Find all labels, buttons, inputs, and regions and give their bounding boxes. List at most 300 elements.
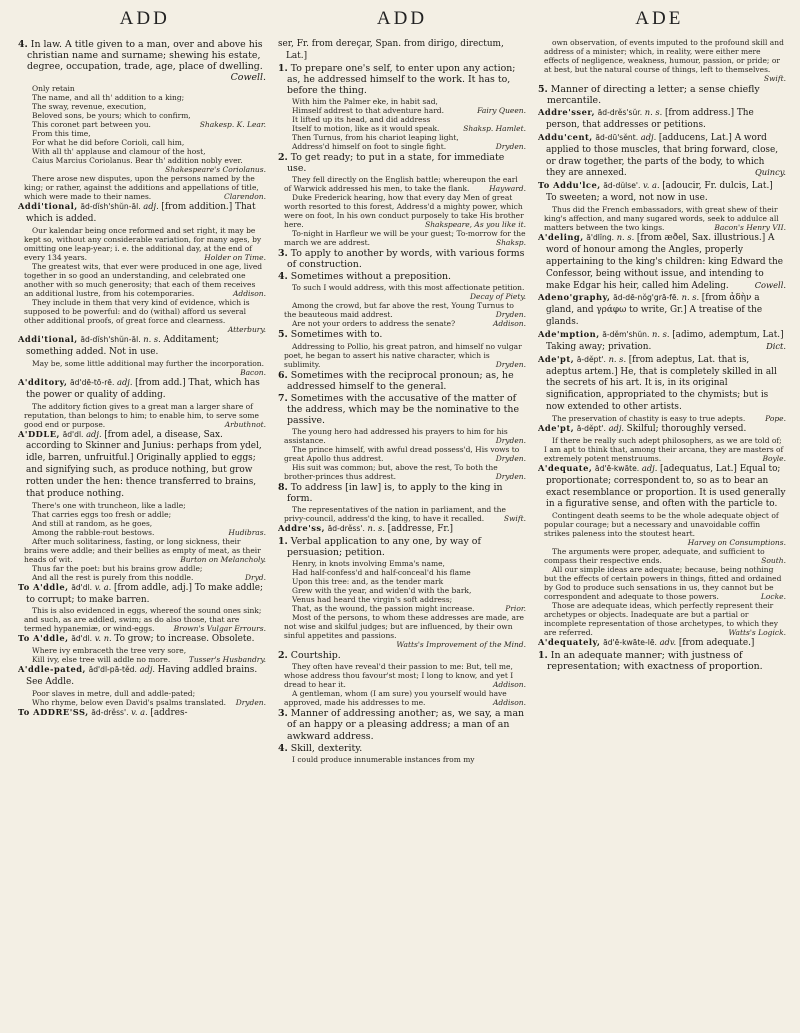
verse-line	[278, 559, 526, 568]
pronunciation: ăd-dĭsh'shŭn-ăl.	[80, 335, 141, 345]
quotation-text: Our kalendar being once reformed and set right, it may be kept so, without any considerable variation, for many ages, by omitting one leap-year; i. e. the additional day, at the end of every 134 years.	[24, 226, 262, 263]
citation: Dryd.	[244, 572, 266, 582]
pronunciation: ăd-drĕss'.	[327, 524, 365, 534]
pronunciation: ăd'dl-pā-tĕd.	[88, 665, 137, 675]
quotation-text: If there be really such adept philosophers, as we are told of; I am apt to think that, among their arcana, they are masters of extremely potent menstruums.	[544, 435, 784, 463]
pronunciation: ăd'dē-tō-rē.	[70, 377, 115, 387]
citation: Bacon's Henry VII.	[714, 223, 786, 233]
verse-line	[18, 689, 266, 698]
citation: Swift.	[763, 74, 786, 83]
quotation-text: Upon this tree: and, as the tender mark	[292, 577, 444, 587]
dictionary-entry	[538, 354, 786, 413]
pronunciation: ăd'ē-kwāte-lē.	[603, 638, 657, 648]
quotation	[18, 262, 266, 298]
citation: Quincy.	[754, 167, 786, 178]
headword: Ade'pt,	[538, 353, 575, 364]
quotation-text: Thus did the French embassadors, with great shew of their king's affection, and many sugared words, seek to addulce all matters between the two kings.	[544, 205, 779, 233]
pronunciation: ăd'dl.	[71, 582, 93, 592]
dictionary-entry	[538, 180, 786, 204]
verse-line	[18, 564, 266, 573]
part-of-speech: n. s.	[608, 353, 627, 364]
quotation-text: Among the rabble-rout bestows.	[32, 527, 155, 537]
column-left	[18, 38, 266, 1028]
pronunciation: ăd-dē-nŏg'gră-fē.	[613, 293, 679, 303]
citation: Boyle.	[762, 453, 786, 463]
quotation	[278, 342, 526, 369]
entry-definition: [adducens, Lat.] A word applied to those muscles, that bring forward, close, or draw together, the parts of the body, to which they are annexed.	[546, 132, 779, 179]
citation: Arbuthnot.	[224, 419, 266, 429]
quotation	[278, 301, 526, 319]
quotation-text: Only retain	[32, 84, 75, 94]
quotation-text: His suit was common; but, above the rest, To both the brother-princes thus addrest.	[284, 463, 498, 482]
verse-line	[18, 646, 266, 655]
sense-number: 1.	[278, 536, 288, 548]
quotation-text: That carries eggs too fresh or addle;	[32, 509, 172, 519]
citation: Harvey on Consumptions.	[687, 538, 786, 548]
headword: A'dequate,	[538, 462, 593, 473]
entry-definition: [from adeptus, Lat. that is, adeptus artem.] He, that is completely skilled in all the secrets of his art. It is, in its original signification, appropriated to the chymists; but is now extended to other artists.	[546, 354, 777, 413]
text-columns	[18, 38, 786, 1028]
sense-number: 3.	[278, 248, 288, 260]
part-of-speech: n. s.	[681, 292, 700, 303]
part-of-speech: adj.	[641, 462, 658, 473]
headword: A'dequately,	[538, 637, 601, 648]
entry-definition: Additament; something added. Not in use.	[26, 335, 219, 357]
sense-number: 6.	[278, 369, 288, 381]
sense-text: Manner of directing a letter; a sense chiefly mercantile.	[547, 84, 760, 107]
verse-line	[278, 115, 526, 124]
quotation-text: The young hero had addressed his prayers to him for his assistance.	[284, 427, 508, 446]
sense-definition	[538, 84, 786, 106]
quotation-text: Venus had heard the virgin's soft address;	[292, 595, 453, 605]
verse-line	[18, 129, 266, 138]
sense-text: In law. A title given to a man, over and above his christian name and surname; shewing his estate, degree, occupation, trade, age, place of dwelling.	[27, 39, 263, 73]
entry-definition: [from addition.] That which is added.	[26, 202, 256, 225]
verse-line	[18, 138, 266, 147]
quotation	[278, 427, 526, 445]
verse-line	[18, 102, 266, 111]
pronunciation: ă-dĕpt'.	[576, 354, 606, 364]
part-of-speech: n. s.	[367, 523, 386, 534]
quotation-text: Are not your orders to address the senate?	[292, 319, 456, 329]
sense-text: Verbal application to any one, by way of persuasion; petition.	[287, 536, 481, 559]
dictionary-entry	[18, 377, 266, 401]
verse-line	[278, 142, 526, 151]
citation: Bacon.	[240, 367, 266, 377]
dictionary-entry	[538, 232, 786, 291]
verse-line	[18, 111, 266, 120]
part-of-speech: v. a.	[94, 581, 112, 592]
verse-line	[278, 106, 526, 115]
quotation-text: A gentleman, whom (I am sure) you yourself would have approved, made his addresses to me.	[284, 689, 507, 708]
dictionary-entry	[278, 523, 526, 535]
citation: Atterbury.	[227, 325, 266, 335]
citation: Locke.	[760, 592, 786, 602]
citation: Dryden.	[495, 472, 526, 482]
sense-number: 2.	[278, 152, 288, 163]
part-of-speech: adj.	[86, 428, 102, 439]
quotation	[18, 606, 266, 633]
dictionary-entry	[18, 582, 266, 606]
dictionary-entry	[538, 329, 786, 353]
quotation-text: May be, some little additional may further the incorporation.	[32, 358, 264, 368]
pronunciation: ă'dlĭng.	[586, 233, 615, 243]
quotation-text: Most of the persons, to whom these addresses are made, are not wise and skilful judges; but are influenced, by their own sinful appetites and passions.	[284, 613, 524, 641]
quotation	[278, 175, 526, 193]
citation: Shakespeare's Coriolanus.	[165, 165, 266, 175]
sense-text: Skill, dexterity.	[290, 742, 363, 754]
quotation	[538, 547, 786, 565]
sense-definition	[278, 743, 526, 754]
verse-line	[18, 147, 266, 156]
quotation-text: Henry, in knots involving Emma's name,	[292, 559, 445, 569]
sense-text: Sometimes with the reciprocal pronoun; as, he addressed himself to the general.	[287, 369, 514, 392]
entry-definition: [from æðel, Sax. illustrious.] A word of honour among the Angles, properly appertaining to the king's children: king Edward the Confessor, being without issue, and intending to make Edgar his heir, called him Adeling.	[546, 233, 783, 291]
quotation	[278, 193, 526, 229]
quotation-text: This coronet part between you.	[32, 120, 151, 130]
citation: Addison.	[493, 698, 526, 708]
part-of-speech: adj.	[117, 376, 133, 387]
part-of-speech: adj.	[608, 422, 625, 433]
citation: Dryden.	[495, 454, 526, 464]
citation: Tusser's Husbandry.	[188, 655, 266, 665]
sense-number: 4.	[278, 742, 288, 754]
sense-number: 5.	[278, 329, 288, 341]
sense-definition	[278, 650, 526, 661]
entry-definition: Skilful; thoroughly versed.	[626, 423, 747, 434]
dictionary-entry	[538, 637, 786, 649]
quotation-text: Himself addrest to that adventure hard.	[292, 106, 444, 115]
quotation-text: Had half-confess'd and half-conceal'd his flame	[292, 568, 471, 578]
quotation	[278, 283, 526, 301]
sense-definition	[18, 39, 266, 83]
quotation-text: With all th' applause and clamour of the host,	[32, 147, 206, 157]
entry-definition: [from adel, a disease, Sax. according to Skinner and Junius: perhaps from ydel, idle, barren, unfruitful.] Originally applied to eggs; and signifying such, as produce nothing, but grow rotten under the hen: thence transferred to brains, that produce nothing.	[26, 429, 262, 499]
sense-definition	[278, 482, 526, 504]
quotation	[278, 229, 526, 247]
pronunciation: ăd-drĕss'.	[91, 707, 129, 717]
citation: Fairy Queen.	[477, 106, 526, 115]
quotation-text: Thus far the poet: but his brains grow addle;	[32, 563, 203, 573]
quotation	[278, 319, 526, 328]
sense-definition	[278, 708, 526, 741]
citation: Hudibras.	[228, 527, 266, 537]
sense-definition	[278, 329, 526, 340]
pronunciation: ă-dĕpt'.	[576, 423, 606, 433]
entry-definition: [from add.] That, which has the power or quality of adding.	[26, 377, 260, 400]
quotation	[18, 402, 266, 429]
quotation-text: To-night in Harfleur we will be your guest; To-morrow for the march we are addrest.	[284, 229, 526, 248]
sense-text: Manner of addressing another; as, we say, a man of an happy or a pleasing address; a man of an awkward address.	[287, 708, 525, 742]
part-of-speech: adj.	[139, 664, 156, 675]
verse-line	[18, 510, 266, 519]
sense-text: Sometimes with the accusative of the matter of the address, which may be the nominative to the passive.	[287, 392, 520, 426]
headword: To Addu'lce,	[538, 180, 601, 191]
part-of-speech: adj.	[640, 131, 657, 142]
quotation-text: The representatives of the nation in parliament, and the privy-council, address'd the king, to have it recalled.	[284, 505, 506, 524]
quotation-text: They often have reveal'd their passion to me: But, tell me, whose address thou favour'st most; I long to know, and yet I dread to hear it.	[284, 662, 514, 690]
quotation	[538, 565, 786, 601]
part-of-speech: n. s.	[652, 328, 670, 339]
sense-text: To prepare one's self, to enter upon any action; as, he addressed himself to the work. It has to, before the thing.	[287, 62, 516, 96]
verse-line	[278, 97, 526, 106]
dictionary-entry	[538, 107, 786, 131]
quotation-text: To such I would address, with this most affectionate petition.	[292, 283, 525, 293]
citation: South.	[761, 556, 786, 566]
sense-definition	[278, 536, 526, 558]
part-of-speech: n. s.	[644, 107, 663, 118]
part-of-speech: v. n.	[94, 633, 112, 644]
quotation-text: They fell directly on the English battle; whereupon the earl of Warwick addressed his men, to take the flank.	[284, 175, 518, 194]
citation: Shakesp. K. Lear.	[199, 120, 266, 130]
verse-line	[278, 568, 526, 577]
citation: Addison.	[233, 289, 266, 299]
column-middle	[278, 38, 526, 1028]
quotation-text: All our simple ideas are adequate; because, being nothing but the effects of certain powers in things, fitted and ordained by God to produce such sensations in us, they cannot but be correspondent and adequate to those powers.	[544, 565, 782, 602]
quotation	[18, 359, 266, 377]
citation: Dict.	[766, 340, 786, 351]
citation: Shaksp.	[495, 238, 526, 248]
entry-definition: [from address.] The person, that addresses or petitions.	[546, 108, 754, 131]
dictionary-entry	[538, 423, 786, 435]
quotation-text: Itself to motion, like as it would speak.	[292, 124, 440, 133]
quotation	[18, 537, 266, 564]
citation: Shakspeare, As you like it.	[425, 220, 526, 230]
citation: Dryden.	[495, 310, 526, 320]
dictionary-entry	[18, 664, 266, 688]
citation: Pope.	[765, 413, 786, 423]
quotation-text: They include in them that very kind of evidence, which is supposed to be powerful: and do (withal) afford us several other additional proofs, of great force and clearness.	[24, 298, 250, 326]
sense-text: To get ready; to put in a state, for immediate use.	[287, 152, 505, 175]
sense-number: 5.	[538, 84, 548, 95]
pronunciation: ăd'dl.	[71, 634, 93, 644]
quotation	[18, 298, 266, 334]
pronunciation: ăd-dū'sĕnt.	[595, 132, 639, 142]
pronunciation: ăd-dŭlse'.	[603, 181, 641, 191]
quotation-text: Duke Frederick hearing, how that every day Men of great worth resorted to this forest, Address'd a mighty power, which were on foot, In his own conduct purposely to take His brother here.	[284, 193, 524, 230]
sense-definition	[278, 271, 526, 282]
headword: Ade'mption,	[538, 328, 600, 339]
headword: A'DDLE,	[18, 428, 60, 439]
verse-line	[18, 519, 266, 528]
verse-line	[18, 84, 266, 93]
headword: Ade'pt,	[538, 422, 575, 433]
quotation-text: With him the Palmer eke, in habit sad,	[292, 97, 438, 106]
headword: Addu'cent,	[538, 131, 593, 142]
sense-text: Sometimes without a preposition.	[290, 271, 452, 283]
citation: Watts's Improvement of the Mind.	[396, 640, 526, 650]
quotation-text: Grew with the year, and widen'd with the bark,	[292, 586, 472, 596]
part-of-speech: adv.	[659, 637, 677, 648]
headword: Addi'tional,	[18, 334, 78, 345]
quotation-text: Those are adequate ideas, which perfectly represent their archetypes or objects. Inadequate are but a partial or incomplete representation of those archetypes, to which they are referred.	[544, 601, 778, 638]
verse-line	[18, 698, 266, 707]
headword: To A'ddle,	[18, 633, 69, 644]
quotation	[538, 436, 786, 463]
quotation-text: The sway, revenue, execution,	[32, 102, 147, 112]
entry-definition: [adequatus, Lat.] Equal to; proportionate; correspondent to, so as to bear an exact resemblance or proportion. It is used generally in a figurative sense, and often with the particle to.	[546, 463, 786, 510]
headword: A'deling,	[538, 232, 584, 243]
pronunciation: ăd-drĕs'sŭr.	[597, 108, 643, 118]
part-of-speech: n. s.	[616, 232, 635, 243]
quotation-text: From this time,	[32, 129, 91, 139]
verse-line	[18, 120, 266, 129]
citation: Cowell.	[754, 279, 786, 290]
citation: Clarendon.	[224, 192, 266, 202]
quotation	[278, 613, 526, 649]
entry-definition: Having addled brains. See Addle.	[26, 665, 258, 688]
quotation-text: own observation, of events imputed to the profound skill and address of a minister; which, in reality, were either mere effects of negligence, weakness, humour, passion, or pride; or at best, but the natural course of things, left to themselves.	[544, 38, 784, 74]
entry-definition: ser, Fr. from dereçar, Span. from dirigo, directum, Lat.]	[278, 39, 504, 61]
headword: To A'ddle,	[18, 581, 69, 592]
citation: Brown's Vulgar Errours.	[173, 624, 266, 634]
verse-line	[18, 156, 266, 174]
sense-number: 1.	[278, 62, 288, 74]
quotation	[278, 445, 526, 463]
sense-number: 2.	[278, 650, 288, 662]
sense-text: In an adequate manner; with justness of representation; with exactness of proportion.	[547, 650, 763, 673]
quotation-text: After much solitariness, fasting, or long sickness, their brains were addle; and their bellies as empty of meat, as their heads of wit.	[24, 536, 261, 564]
quotation-text: Beloved sons, be yours; which to confirm,	[32, 111, 191, 121]
headword: A'ddle-pated,	[18, 664, 86, 675]
quotation	[278, 755, 526, 764]
quotation-text: Address'd himself on foot to single fight.	[292, 142, 447, 151]
sense-number: 1.	[538, 650, 548, 662]
verse-line	[278, 604, 526, 613]
sense-definition	[278, 63, 526, 96]
quotation-text: Who rhyme, below even David's psalms translated.	[32, 697, 227, 707]
citation: Burton on Melancholy.	[180, 554, 266, 564]
pronunciation: ăd-dĭsh'shŭn-ăl.	[80, 202, 141, 212]
verse-line	[18, 573, 266, 582]
quotation	[278, 505, 526, 523]
entry-definition: [from ἀδὴν a gland, and γράφω to write, Gr.] A treatise of the glands.	[546, 293, 763, 328]
quotation-text: I could produce innumerable instances from my	[292, 754, 475, 764]
part-of-speech: n. s.	[143, 334, 161, 345]
verse-line	[278, 133, 526, 142]
quotation-text: That, as the wound, the passion might increase.	[292, 604, 475, 614]
quotation-text: The name, and all th' addition to a king;	[32, 93, 185, 103]
entry-definition: [from adequate.]	[678, 638, 755, 649]
running-head-left: ADD	[119, 8, 170, 29]
headword: Addi'tional,	[18, 201, 78, 212]
dictionary-entry	[538, 463, 786, 510]
column-right	[538, 38, 786, 1028]
sense-text: To apply to another by words, with various forms of construction.	[287, 248, 525, 271]
entry-definition: [addres-	[150, 707, 188, 718]
quotation-text: Caius Marcius Coriolanus. Bear th' addition nobly ever.	[32, 156, 243, 166]
dictionary-entry	[18, 633, 266, 645]
citation: Shaksp. Hamlet.	[463, 124, 526, 133]
citation: Prior.	[505, 604, 526, 614]
verse-line	[18, 528, 266, 537]
sense-definition	[278, 152, 526, 174]
running-head-center: ADD	[376, 8, 428, 29]
verse-line	[278, 577, 526, 586]
sense-definition	[278, 248, 526, 270]
quotation-text: The additory fiction gives to a great man a larger share of reputation, than belongs to him; to enable him, to serve some good end or purpose.	[24, 401, 259, 429]
sense-definition	[278, 393, 526, 426]
headword: Addre'ss,	[278, 523, 325, 534]
pronunciation: ăd'ē-kwāte.	[594, 463, 640, 473]
running-head-right: ADE	[635, 8, 684, 29]
quotation-text: There arose new disputes, upon the persons named by the king; or rather, against the additions and appellations of title, which were made to their names.	[24, 174, 259, 202]
quotation-text: And still at random, as he goes,	[32, 518, 153, 528]
quotation-text: There's one with truncheon, like a ladle;	[32, 500, 186, 510]
quotation	[538, 38, 786, 83]
quotation	[538, 414, 786, 423]
sense-number: 4.	[278, 271, 288, 283]
headword: Addre'sser,	[538, 107, 596, 118]
quotation-text: And all the rest is purely from this noddle.	[32, 572, 194, 582]
quotation-text: This is also evidenced in eggs, whereof the sound ones sink; and such, as are addled, swim; as do also those, that are termed hypanemiæ, or wind-eggs.	[24, 606, 262, 634]
part-of-speech: adj.	[143, 201, 159, 212]
entry-definition: [adimo, ademptum, Lat.] Taking away; privation.	[546, 329, 784, 352]
quotation	[538, 205, 786, 232]
citation: Dryden.	[495, 436, 526, 446]
quotation-text: Poor slaves in metre, dull and addle-pated;	[32, 688, 196, 698]
citation: Dryden.	[495, 359, 526, 369]
part-of-speech: v. a.	[643, 180, 660, 191]
entry-definition: [from addle, adj.] To make addle; to corrupt; to make barren.	[26, 582, 264, 605]
dictionary-entry	[278, 38, 526, 62]
verse-line	[18, 655, 266, 664]
quotation-text: Where ivy embraceth the tree very sore,	[32, 646, 187, 656]
quotation-text: The prince himself, with awful dread possess'd, His vows to great Apollo thus addrest.	[284, 445, 520, 464]
quotation	[538, 601, 786, 637]
quotation-text: For what he did before Corioli, call him,	[32, 138, 185, 148]
quotation-text: The arguments were proper, adequate, and sufficient to compass their respective ends.	[544, 547, 765, 566]
citation: Swift.	[503, 514, 526, 524]
citation: Addison.	[493, 680, 526, 690]
dictionary-entry	[18, 707, 266, 719]
quotation	[18, 226, 266, 262]
citation: Hayward.	[489, 184, 526, 194]
quotation-text: The greatest wits, that ever were produced in one age, lived together in so good an understanding, and celebrated one another with so much generosity; that each of them receives an additional lustre, from his cotemporaries.	[24, 262, 263, 299]
citation: Holder on Time.	[204, 253, 266, 263]
sense-text: To address [in law] is, to apply to the king in form.	[287, 482, 503, 505]
sense-number: 4.	[18, 39, 28, 50]
quotation	[278, 463, 526, 481]
sense-definition	[278, 370, 526, 392]
quotation	[278, 662, 526, 689]
dictionary-entry	[538, 132, 786, 179]
verse-line	[278, 124, 526, 133]
headword: Adeno'graphy,	[538, 292, 611, 303]
quotation	[278, 689, 526, 707]
citation: Watts's Logick.	[728, 628, 786, 638]
quotation-text: Addressing to Pollio, his great patron, and himself no vulgar poet, he began to assert his native character, which is sublimity.	[284, 341, 522, 369]
dictionary-entry	[18, 429, 266, 500]
pronunciation: ă-dĕm'shŭn.	[602, 329, 650, 339]
quotation-text: Among the crowd, but far above the rest, Young Turnus to the beauteous maid addrest.	[284, 301, 514, 320]
citation: Dryden.	[235, 697, 266, 707]
sense-text: Courtship.	[290, 650, 341, 662]
verse-line	[18, 501, 266, 510]
sense-text: Sometimes with to.	[290, 329, 383, 341]
sense-number: 3.	[278, 708, 288, 720]
entry-definition: [adoucir, Fr. dulcis, Lat.] To sweeten; a word, not now in use.	[546, 181, 773, 204]
part-of-speech: v. a.	[131, 706, 148, 717]
quotation-text: Kill ivy, else tree will addle no more.	[32, 655, 171, 665]
quotation-text: It lifted up its head, and did address	[292, 115, 431, 124]
quotation	[538, 511, 786, 547]
sense-number: 7.	[278, 392, 288, 404]
citation: Addison.	[493, 319, 526, 329]
quotation	[18, 174, 266, 201]
entry-definition: To grow; to increase. Obsolete.	[114, 634, 255, 645]
quotation-text: Contingent death seems to be the whole adequate object of popular courage; but a necessary and unavoidable coffin strikes paleness into the stoutest heart.	[544, 511, 779, 539]
